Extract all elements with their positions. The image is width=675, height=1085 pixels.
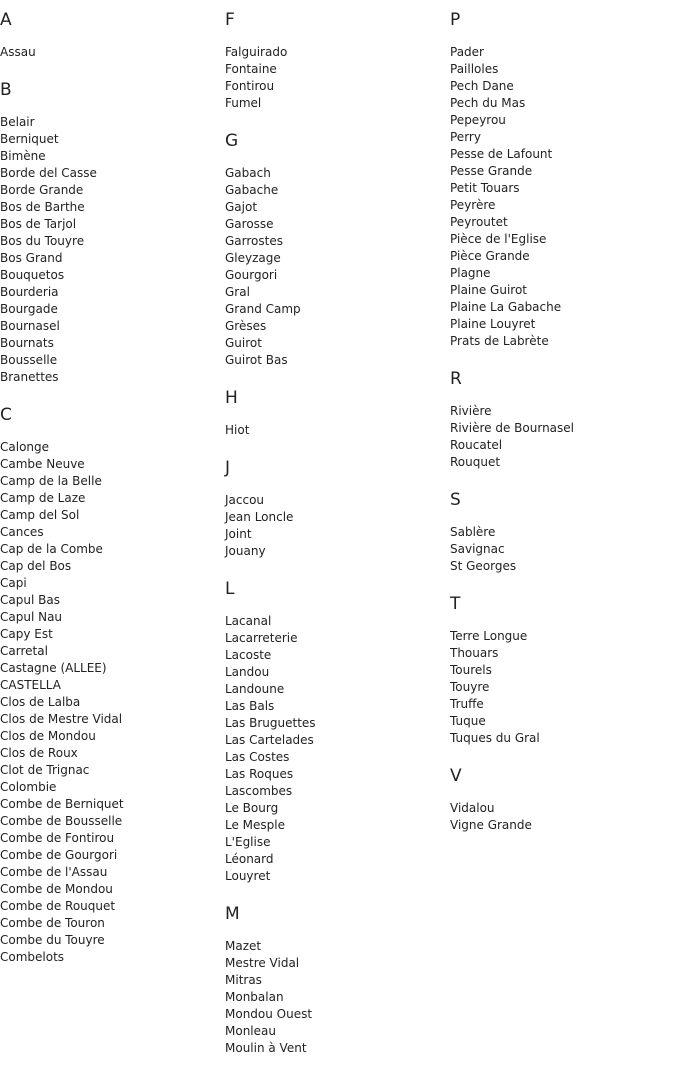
entry-list xyxy=(0,114,220,386)
list-item: Cambe Neuve xyxy=(0,457,85,471)
letter-section xyxy=(450,8,670,350)
index-column xyxy=(450,8,670,851)
section-letter-heading: C xyxy=(0,405,12,425)
entry-list xyxy=(0,44,220,61)
entry-list xyxy=(225,492,445,560)
list-item: Camp de la Belle xyxy=(0,474,102,488)
list-item: Gral xyxy=(225,285,250,299)
section-letter-heading: G xyxy=(225,131,239,151)
list-item: Capy Est xyxy=(0,627,53,641)
list-item: Bournasel xyxy=(0,319,60,333)
list-item: Pesse de Lafount xyxy=(450,147,553,161)
list-item: Touyre xyxy=(450,680,490,694)
section-letter-heading: S xyxy=(450,490,461,510)
entry-list xyxy=(450,524,670,575)
section-letter-heading: T xyxy=(450,594,461,614)
list-item: Perry xyxy=(450,130,481,144)
letter-section xyxy=(225,129,445,369)
list-item: Grand Camp xyxy=(225,302,301,316)
list-item: Fontirou xyxy=(225,79,275,93)
list-item: Bourgade xyxy=(0,302,58,316)
list-item: Bousselle xyxy=(0,353,58,367)
list-item: St Georges xyxy=(450,559,517,573)
list-item: Mondou Ouest xyxy=(225,1007,313,1021)
list-item: Gajot xyxy=(225,200,258,214)
letter-section xyxy=(225,386,445,439)
list-item: Bourderia xyxy=(0,285,59,299)
list-item: Peyrère xyxy=(450,198,496,212)
list-item: Castagne (ALLEE) xyxy=(0,661,107,675)
section-letter-heading: H xyxy=(225,388,238,408)
index-column xyxy=(225,8,445,1074)
letter-section xyxy=(450,367,670,471)
list-item: Landou xyxy=(225,665,270,679)
list-item: Peyroutet xyxy=(450,215,508,229)
list-item: L'Eglise xyxy=(225,835,271,849)
list-item: Pièce Grande xyxy=(450,249,530,263)
list-item: Joint xyxy=(225,527,252,541)
list-item: Branettes xyxy=(0,370,59,384)
entry-list xyxy=(450,403,670,471)
list-item: Bos de Barthe xyxy=(0,200,85,214)
list-item: Sablère xyxy=(450,525,496,539)
entry-list xyxy=(225,938,445,1057)
entry-list xyxy=(225,44,445,112)
list-item: Clos de Roux xyxy=(0,746,78,760)
list-item: Gabach xyxy=(225,166,271,180)
list-item: Falguirado xyxy=(225,45,288,59)
entry-list xyxy=(450,800,670,834)
entry-list xyxy=(225,613,445,885)
list-item: Plagne xyxy=(450,266,491,280)
list-item: Guirot xyxy=(225,336,262,350)
letter-section xyxy=(225,8,445,112)
list-item: Mestre Vidal xyxy=(225,956,300,970)
list-item: Capi xyxy=(0,576,27,590)
list-item: Lascombes xyxy=(225,784,293,798)
index-column xyxy=(0,8,220,983)
list-item: Truffe xyxy=(450,697,484,711)
list-item: Combe de Rouquet xyxy=(0,899,116,913)
section-letter-heading: A xyxy=(0,10,12,30)
list-item: Bos du Touyre xyxy=(0,234,85,248)
list-item: Pader xyxy=(450,45,484,59)
list-item: Pepeyrou xyxy=(450,113,506,127)
list-item: Clos de Lalba xyxy=(0,695,81,709)
list-item: Pech du Mas xyxy=(450,96,526,110)
list-item: Fumel xyxy=(225,96,262,110)
list-item: Assau xyxy=(0,45,36,59)
entry-list xyxy=(225,422,445,439)
list-item: Vidalou xyxy=(450,801,495,815)
letter-section xyxy=(225,577,445,885)
list-item: Combe de Bousselle xyxy=(0,814,123,828)
entry-list xyxy=(225,165,445,369)
section-letter-heading: P xyxy=(450,10,461,30)
list-item: Cances xyxy=(0,525,44,539)
list-item: Tuque xyxy=(450,714,486,728)
list-item: Belair xyxy=(0,115,35,129)
list-item: Lacanal xyxy=(225,614,272,628)
list-item: Las Bruguettes xyxy=(225,716,316,730)
list-item: Cap del Bos xyxy=(0,559,72,573)
list-item: Bouquetos xyxy=(0,268,65,282)
list-item: Lacarreterie xyxy=(225,631,298,645)
list-item: Hiot xyxy=(225,423,250,437)
list-item: Bimène xyxy=(0,149,46,163)
section-letter-heading: F xyxy=(225,10,235,30)
list-item: Gourgori xyxy=(225,268,278,282)
list-item: Louyret xyxy=(225,869,271,883)
list-item: Combe de Gourgori xyxy=(0,848,118,862)
list-item: Capul Nau xyxy=(0,610,63,624)
list-item: Roucatel xyxy=(450,438,503,452)
list-item: Cap de la Combe xyxy=(0,542,103,556)
list-item: Grèses xyxy=(225,319,267,333)
list-item: Combe de Mondou xyxy=(0,882,113,896)
entry-list xyxy=(0,439,220,966)
list-item: Tourels xyxy=(450,663,492,677)
list-item: Landoune xyxy=(225,682,285,696)
entry-list xyxy=(450,628,670,747)
list-item: Combe de Berniquet xyxy=(0,797,124,811)
list-item: Savignac xyxy=(450,542,505,556)
letter-section xyxy=(0,78,220,386)
list-item: Mazet xyxy=(225,939,262,953)
list-item: Camp del Sol xyxy=(0,508,80,522)
list-item: Garosse xyxy=(225,217,274,231)
list-item: Capul Bas xyxy=(0,593,60,607)
list-item: Fontaine xyxy=(225,62,277,76)
list-item: Combe de Fontirou xyxy=(0,831,115,845)
list-item: Berniquet xyxy=(0,132,59,146)
section-letter-heading: B xyxy=(0,80,12,100)
list-item: Jean Loncle xyxy=(225,510,294,524)
list-item: Bos de Tarjol xyxy=(0,217,77,231)
list-item: Combelots xyxy=(0,950,65,964)
list-item: Thouars xyxy=(450,646,499,660)
list-item: Gleyzage xyxy=(225,251,281,265)
list-item: Gabache xyxy=(225,183,279,197)
list-item: Monleau xyxy=(225,1024,276,1038)
list-item: Le Bourg xyxy=(225,801,279,815)
letter-section xyxy=(0,403,220,966)
entry-list xyxy=(450,44,670,350)
list-item: Vigne Grande xyxy=(450,818,532,832)
list-item: Las Cartelades xyxy=(225,733,314,747)
list-item: Prats de Labrète xyxy=(450,334,549,348)
list-item: Lacoste xyxy=(225,648,272,662)
list-item: Camp de Laze xyxy=(0,491,86,505)
list-item: Pech Dane xyxy=(450,79,514,93)
letter-section xyxy=(450,764,670,834)
list-item: Pièce de l'Eglise xyxy=(450,232,547,246)
list-item: Jouany xyxy=(225,544,266,558)
letter-section xyxy=(225,456,445,560)
letter-section xyxy=(225,902,445,1057)
list-item: Terre Longue xyxy=(450,629,528,643)
list-item: Mitras xyxy=(225,973,262,987)
list-item: Tuques du Gral xyxy=(450,731,540,745)
list-item: Combe de Touron xyxy=(0,916,105,930)
list-item: Petit Touars xyxy=(450,181,520,195)
list-item: Clot de Trignac xyxy=(0,763,90,777)
list-item: Carretal xyxy=(0,644,48,658)
list-item: Jaccou xyxy=(225,493,265,507)
list-item: Bos Grand xyxy=(0,251,63,265)
list-item: CASTELLA xyxy=(0,678,61,692)
list-item: Rouquet xyxy=(450,455,501,469)
list-item: Las Costes xyxy=(225,750,290,764)
list-item: Clos de Mondou xyxy=(0,729,96,743)
list-item: Rivière de Bournasel xyxy=(450,421,575,435)
section-letter-heading: L xyxy=(225,579,235,599)
list-item: Pesse Grande xyxy=(450,164,533,178)
list-item: Pailloles xyxy=(450,62,499,76)
list-item: Plaine Guirot xyxy=(450,283,528,297)
section-letter-heading: V xyxy=(450,766,462,786)
list-item: Clos de Mestre Vidal xyxy=(0,712,123,726)
list-item: Borde del Casse xyxy=(0,166,97,180)
section-letter-heading: M xyxy=(225,904,240,924)
section-letter-heading: J xyxy=(225,458,231,478)
list-item: Plaine Louyret xyxy=(450,317,536,331)
section-letter-heading: R xyxy=(450,369,462,389)
list-item: Colombie xyxy=(0,780,57,794)
letter-section xyxy=(0,8,220,61)
list-item: Borde Grande xyxy=(0,183,84,197)
list-item: Plaine La Gabache xyxy=(450,300,562,314)
list-item: Bournats xyxy=(0,336,54,350)
list-item: Las Roques xyxy=(225,767,294,781)
list-item: Combe du Touyre xyxy=(0,933,105,947)
letter-section xyxy=(450,488,670,575)
list-item: Las Bals xyxy=(225,699,275,713)
list-item: Léonard xyxy=(225,852,274,866)
list-item: Garrostes xyxy=(225,234,283,248)
list-item: Guirot Bas xyxy=(225,353,288,367)
list-item: Calonge xyxy=(0,440,50,454)
list-item: Moulin à Vent xyxy=(225,1041,307,1055)
list-item: Le Mesple xyxy=(225,818,285,832)
letter-section xyxy=(450,592,670,747)
list-item: Combe de l'Assau xyxy=(0,865,108,879)
list-item: Monbalan xyxy=(225,990,284,1004)
list-item: Rivière xyxy=(450,404,492,418)
